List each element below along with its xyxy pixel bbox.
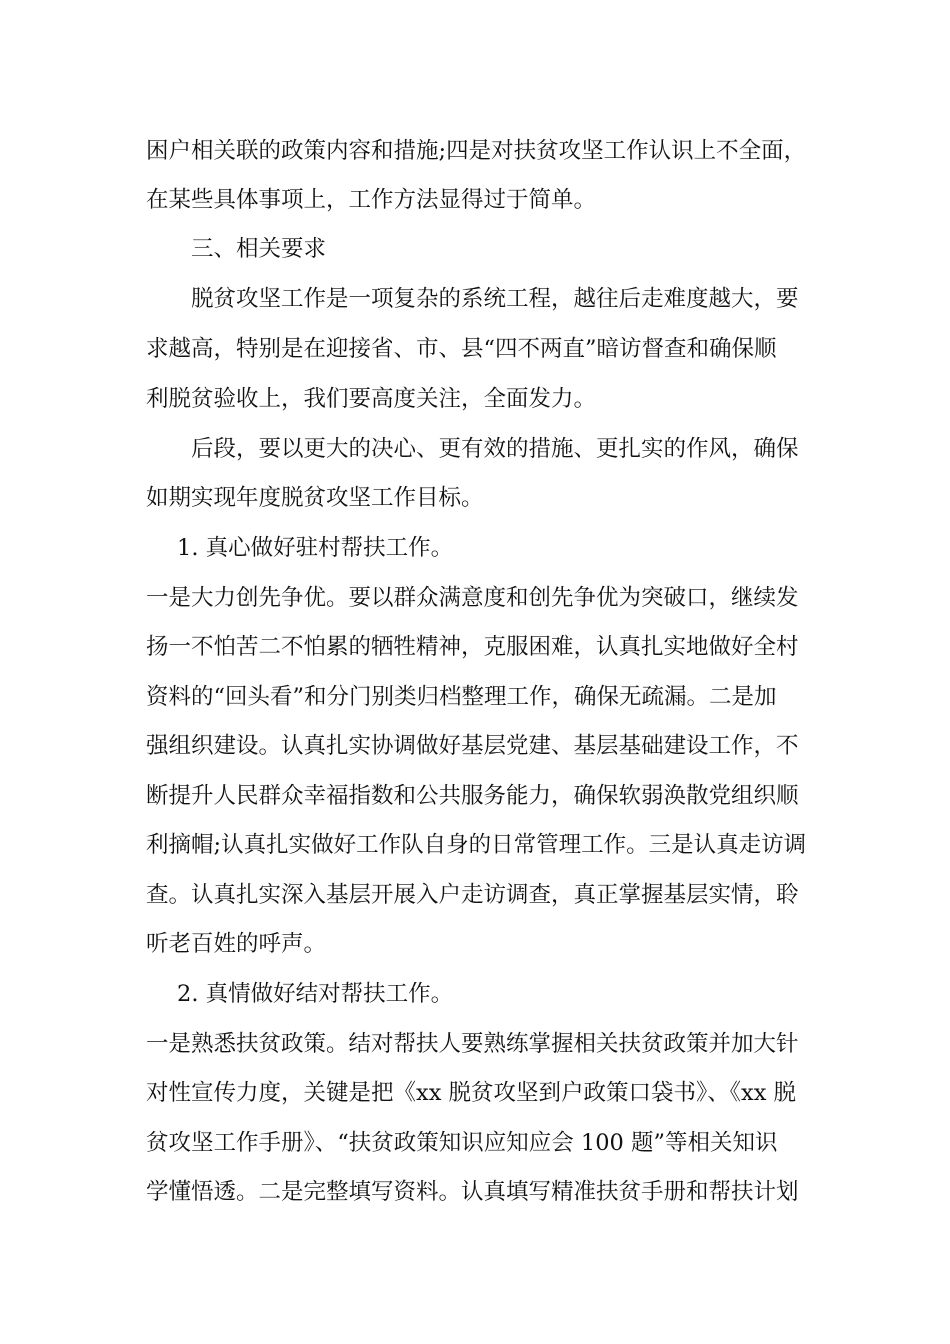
text-line: 贫攻坚工作手册》、“扶贫政策知识应知应会 100 题”等相关知识	[146, 1130, 778, 1156]
text-line: 听老百姓的呼声。	[146, 931, 327, 957]
text-line: 断提升人民群众幸福指数和公共服务能力，确保软弱涣散党组织顺	[146, 783, 799, 809]
text-line: 强组织建设。认真扎实协调做好基层党建、基层基础建设工作，不	[146, 733, 799, 759]
text-line: 如期实现年度脱贫攻坚工作目标。	[146, 485, 484, 511]
text-line: 困户相关联的政策内容和措施;四是对扶贫攻坚工作认识上不全面，	[146, 138, 807, 164]
subsection-heading: 2. 真情做好结对帮扶工作。	[177, 981, 454, 1007]
text-line: 对性宣传力度，关键是把《xx 脱贫攻坚到户政策口袋书》、《xx 脱	[146, 1080, 797, 1106]
subsection-heading: 1. 真心做好驻村帮扶工作。	[177, 535, 454, 561]
text-line: 查。认真扎实深入基层开展入户走访调查，真正掌握基层实情，聆	[146, 882, 799, 908]
text-line: 后段，要以更大的决心、更有效的措施、更扎实的作风，确保	[191, 436, 799, 462]
text-line: 在某些具体事项上，工作方法显得过于简单。	[146, 187, 597, 213]
text-line: 利脱贫验收上，我们要高度关注，全面发力。	[146, 386, 597, 412]
text-line: 一是熟悉扶贫政策。结对帮扶人要熟练掌握相关扶贫政策并加大针	[146, 1031, 799, 1057]
text-line: 资料的“回头看”和分门别类归档整理工作，确保无疏漏。二是加	[146, 684, 777, 710]
text-line: 扬一不怕苦二不怕累的牺牲精神，克服困难，认真扎实地做好全村	[146, 634, 799, 660]
text-line: 学懂悟透。二是完整填写资料。认真填写精准扶贫手册和帮扶计划	[146, 1179, 799, 1205]
text-line: 脱贫攻坚工作是一项复杂的系统工程，越往后走难度越大，要	[191, 286, 799, 312]
text-line: 一是大力创先争优。要以群众满意度和创先争优为突破口，继续发	[146, 585, 799, 611]
text-line: 求越高，特别是在迎接省、市、县“四不两直”暗访督查和确保顺	[146, 336, 777, 362]
text-line: 利摘帽;认真扎实做好工作队自身的日常管理工作。三是认真走访调	[146, 832, 807, 858]
section-heading: 三、相关要求	[191, 236, 327, 262]
